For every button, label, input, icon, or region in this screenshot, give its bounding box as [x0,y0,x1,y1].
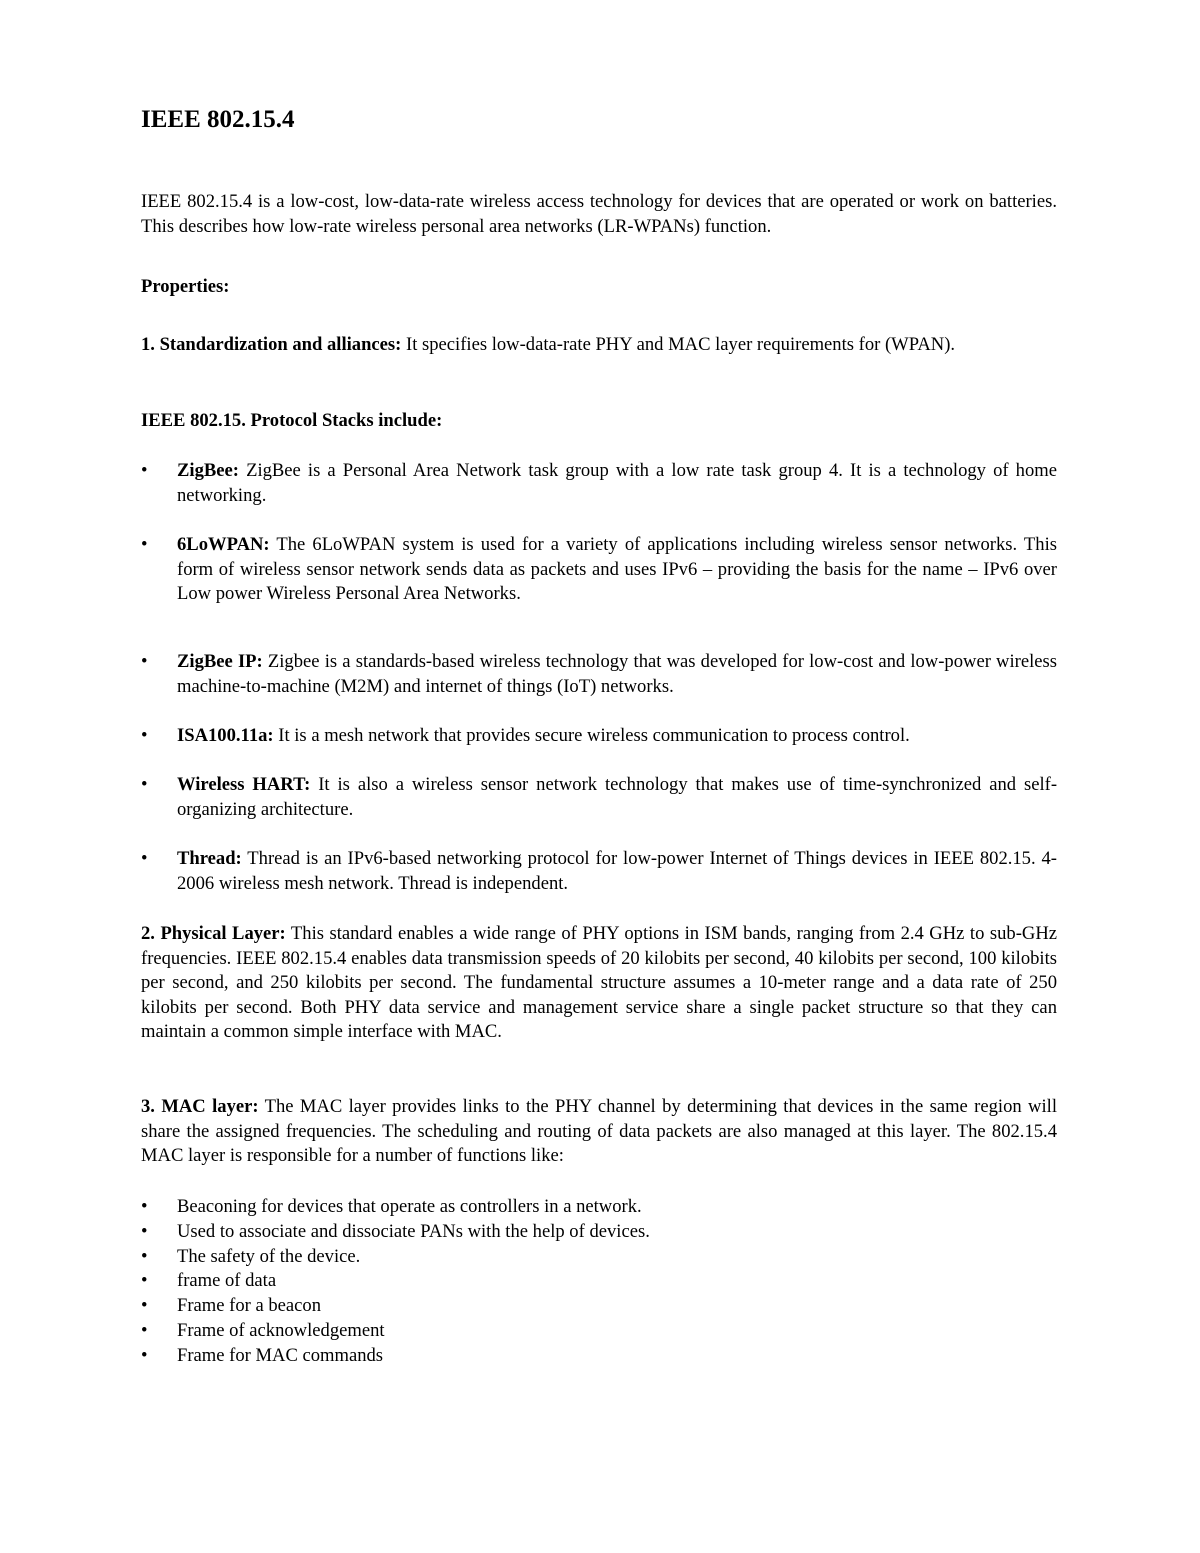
item-text: Frame for MAC commands [177,1344,384,1366]
protocol-stacks-heading: IEEE 802.15. Protocol Stacks include: [141,410,443,431]
item-label: ZigBee: [177,460,239,481]
bullet-icon: • [141,1344,148,1366]
section-text: This standard enables a wide range of PHY options in ISM bands, ranging from 2.4 GHz to sub-GHz frequencies. IEEE 802.15.4 enables data transmission speeds of 20 kilobits per second, 40 kilobits per second, 100 kilobits per second, and 250 kilobits per second. The fundamental structure assumes a 10-meter range and a data rate of 250 kilobits per second. Both PHY data service and management service share a single packet structure so that they can maintain a common simple interface with MAC. [141,923,1057,1043]
mac-functions-list [141,1195,1057,1369]
section-standardization [141,333,1057,358]
item-text: Used to associate and dissociate PANs with the help of devices. [177,1220,650,1242]
bullet-icon: • [141,534,148,555]
item-text: Zigbee is a standards-based wireless technology that was developed for low-cost and low-power wireless machine-to-machine (M2M) and internet of things (IoT) networks. [177,651,1057,697]
item-text: Beaconing for devices that operate as controllers in a network. [177,1196,642,1217]
list-item [141,1294,1057,1319]
list-item-isa100 [141,724,1057,749]
list-item-wireless-hart [141,773,1057,822]
list-item [141,1195,1057,1220]
item-text: The safety of the device. [177,1245,361,1267]
list-item [141,1319,1057,1344]
section-label: 1. Standardization and alliances: [141,334,402,355]
intro-paragraph: IEEE 802.15.4 is a low-cost, low-data-rate wireless access technology for devices that are operated or work on batteries. This describes how low-rate wireless personal area networks (LR-WPANs) function. [141,191,1057,237]
section-text: It specifies low-data-rate PHY and MAC layer requirements for (WPAN). [401,334,956,355]
bullet-icon: • [141,1220,148,1242]
item-text: frame of data [177,1270,277,1292]
bullet-icon: • [141,725,148,746]
bullet-icon: • [141,1245,148,1267]
properties-heading: Properties: [141,276,230,297]
section-mac-layer [141,1095,1057,1169]
item-text: It is also a wireless sensor network technology that makes use of time-synchronized and self-organizing architecture. [177,774,1058,820]
item-text: ZigBee is a Personal Area Network task group with a low rate task group 4. It is a technology of home networking. [177,460,1057,506]
item-label: 6LoWPAN: [177,534,270,555]
item-label: ZigBee IP: [177,651,263,672]
bullet-icon: • [141,1295,148,1317]
section-physical-layer [141,922,1057,1045]
list-item [141,1269,1057,1294]
list-item-zigbee [141,459,1057,508]
item-text: Frame for a beacon [177,1295,322,1317]
bullet-icon: • [141,1270,148,1292]
item-label: Wireless HART: [177,774,311,795]
bullet-icon: • [141,1319,148,1341]
section-label: 2. Physical Layer: [141,923,286,944]
item-text: The 6LoWPAN system is used for a variety of applications including wireless sensor networks. This form of wireless sensor network sends data as packets and uses IPv6 – providing the basis for the name – IPv6 over Low power Wireless Personal Area Networks. [177,534,1057,605]
page-title: IEEE 802.15.4 [141,106,295,133]
bullet-icon: • [141,774,148,795]
list-item-zigbee-ip [141,650,1057,699]
item-label: Thread: [177,848,242,869]
item-label: ISA100.11a: [177,725,274,746]
list-item-6lowpan [141,533,1057,607]
bullet-icon: • [141,651,148,672]
bullet-icon: • [141,848,148,869]
list-item [141,1220,1057,1245]
list-item [141,1344,1057,1369]
list-item [141,1245,1057,1270]
item-text: Frame of acknowledgement [177,1319,385,1341]
bullet-icon: • [141,460,148,481]
item-text: It is a mesh network that provides secure wireless communication to process control. [273,725,910,746]
section-text: The MAC layer provides links to the PHY channel by determining that devices in the same region will share the assigned frequencies. The scheduling and routing of data packets are also managed at this layer. The 802.15.4 MAC layer is responsible for a number of functions like: [141,1096,1057,1167]
list-item-thread [141,847,1057,896]
item-text: Thread is an IPv6-based networking protocol for low-power Internet of Things devices in IEEE 802.15. 4-2006 wireless mesh network. Thread is independent. [177,848,1057,894]
bullet-icon: • [141,1196,148,1217]
section-label: 3. MAC layer: [141,1096,259,1117]
